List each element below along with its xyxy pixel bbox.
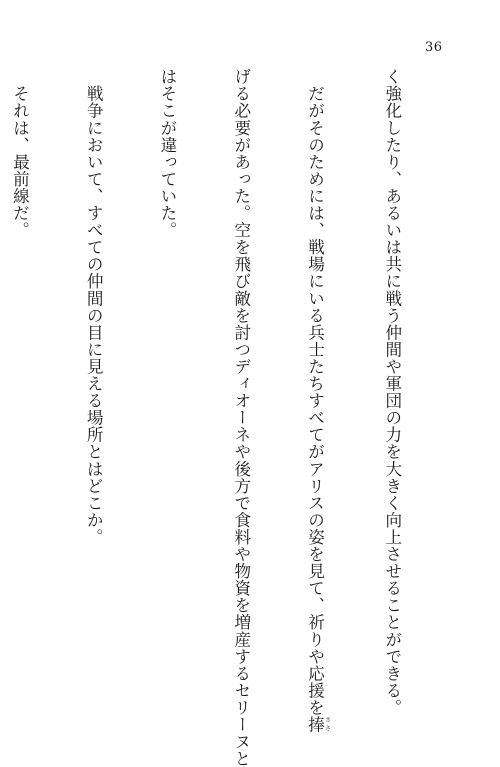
- text-line-with-ruby: [302, 68, 331, 733]
- text-line-part: だがそのためには、戦場にいる兵士たちすべてがアリスの姿を見て、祈りや応援を捧 ささ: [305, 68, 331, 733]
- text-line: く強化したり、あるいは共に戦う仲間や軍団の力を大きく向上させることができる。: [382, 68, 402, 716]
- text-line: それは、最前線だ。: [10, 68, 30, 239]
- ruby-reading: ささ: [323, 715, 331, 733]
- vertical-text-body: [10, 68, 453, 767]
- page-number: 36: [425, 40, 443, 55]
- text-line: はそこが違っていた。: [157, 68, 177, 239]
- text-line: 戦争において、すべての仲間の目に見える場所とはどこか。: [84, 68, 104, 546]
- text-line: げる必要があった。空を飛び敵を討つディオーネや後方で食料や物資を増産するセリーヌと: [231, 68, 251, 767]
- ruby-annotation: 捧 ささ: [305, 715, 331, 733]
